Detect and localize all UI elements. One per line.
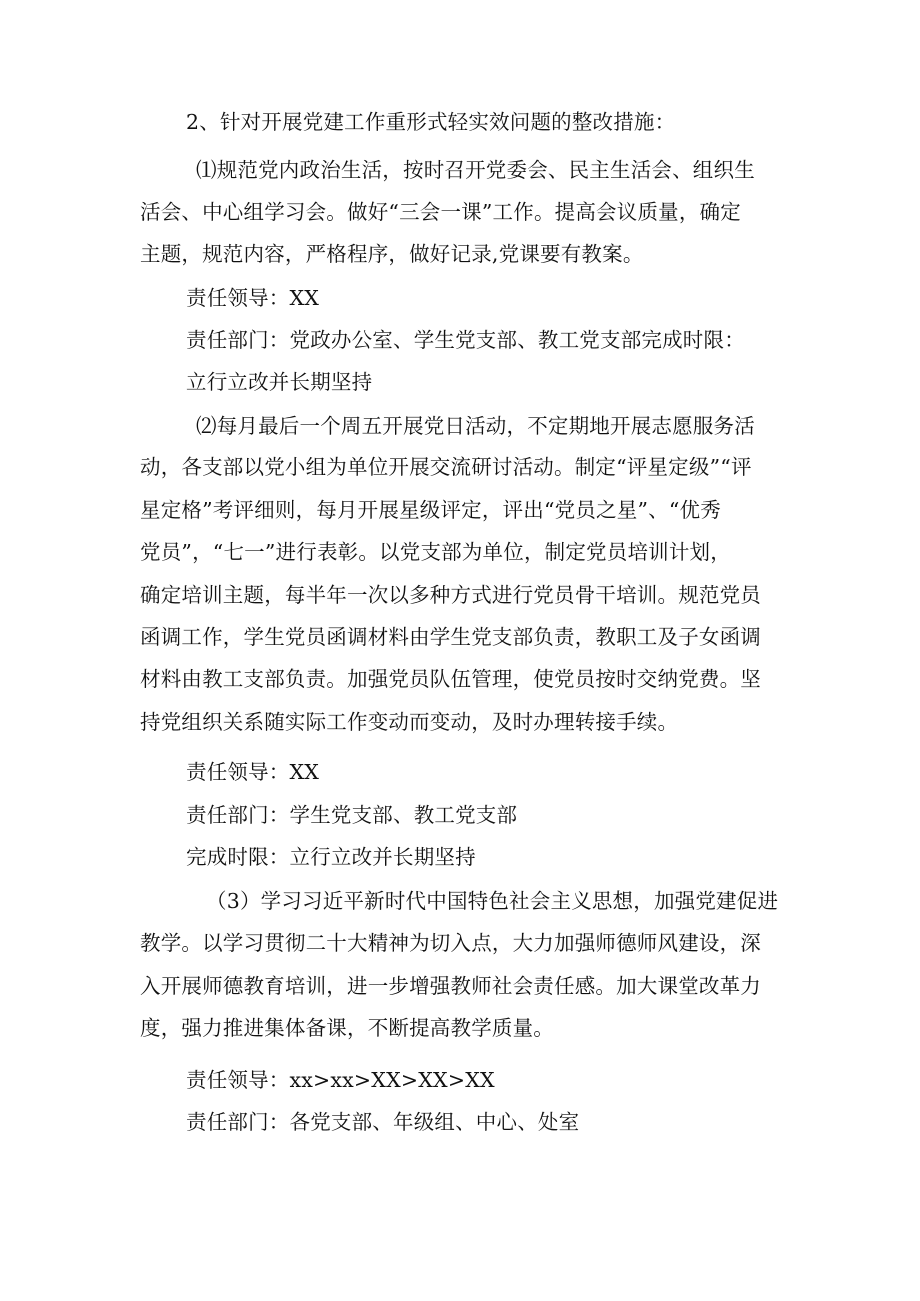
paragraph-line: 星定格”考评细则，每月开展星级评定，评出“党员之星”、“优秀 [140,498,721,522]
paragraph-line: 教学。以学习贯彻二十大精神为切入点，大力加强师德师风建设，深 [140,931,761,955]
paragraph-line: （3）学习习近平新时代中国特色社会主义思想，加强党建促进 [206,889,779,913]
paragraph-line: 材料由教工支部负责。加强党员队伍管理，使党员按时交纳党费。坚 [140,667,761,691]
paragraph-line: 党员”，“七一”进行表彰。以党支部为单位，制定党员培训计划， [140,540,731,564]
deadline-line: 立行立改并长期坚持 [186,370,373,394]
paragraph-line: 函调工作，学生党员函调材料由学生党支部负责，教职工及子女函调 [140,625,761,649]
paragraph-line: 动，各支部以党小组为单位开展交流研讨活动。制定“评星定级”“评 [140,455,752,479]
deadline-line: 完成时限：立行立改并长期坚持 [186,845,476,869]
responsible-department: 责任部门：党政办公室、学生党支部、教工党支部完成时限： [186,328,745,352]
paragraph-line: 活会、中心组学习会。做好“三会一课”工作。提高会议质量，确定 [140,200,741,224]
paragraph-line: ⑴规范党内政治生活，按时召开党委会、民主生活会、组织生 [196,158,755,182]
responsible-department: 责任部门：学生党支部、教工党支部 [186,803,518,827]
paragraph-line: 确定培训主题，每半年一次以多种方式进行党员骨干培训。规范党员 [140,583,761,607]
responsible-leader: 责任领导：xx>xx>XX>XX>XX [186,1068,495,1092]
paragraph-line: ⑵每月最后一个周五开展党日活动，不定期地开展志愿服务活 [196,414,755,438]
paragraph-line: 度，强力推进集体备课，不断提高教学质量。 [140,1016,554,1040]
responsible-department: 责任部门：各党支部、年级组、中心、处室 [186,1110,580,1134]
paragraph-line: 持党组织关系随实际工作变动而变动，及时办理转接手续。 [140,710,679,734]
responsible-leader: 责任领导：XX [186,286,320,310]
section-heading: 2、针对开展党建工作重形式轻实效问题的整改措施： [186,110,676,134]
responsible-leader: 责任领导：XX [186,760,320,784]
paragraph-line: 入开展师德教育培训，进一步增强教师社会责任感。加大课堂改革力 [140,974,761,998]
paragraph-line: 主题，规范内容，严格程序，做好记录,党课要有教案。 [140,242,644,266]
